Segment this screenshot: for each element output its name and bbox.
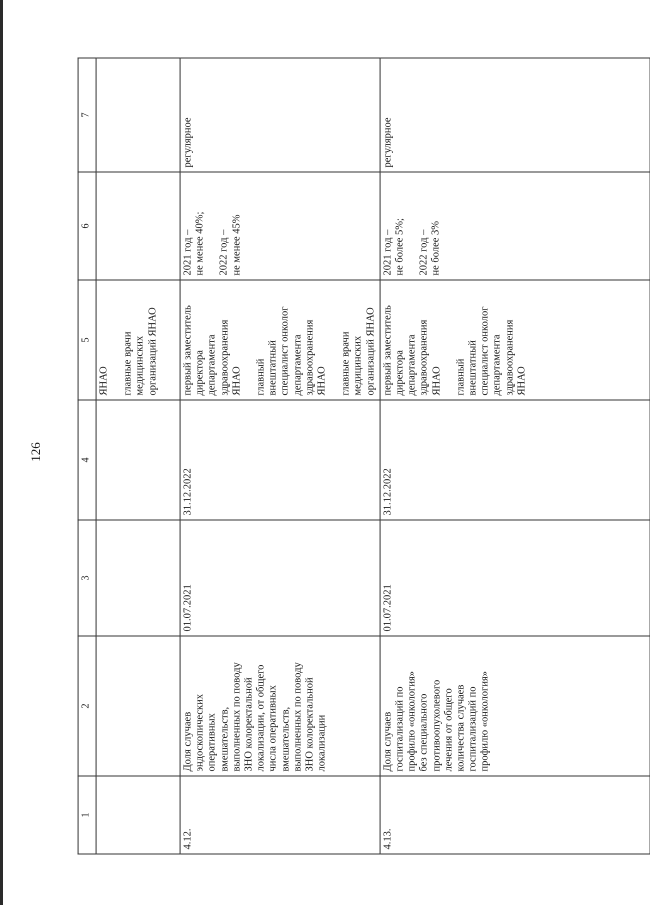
text-line: ЯНАО (231, 366, 243, 396)
text-line: департамента (206, 334, 218, 396)
text-line: не менее 40%; (194, 211, 206, 276)
text-line: Доля случаев (382, 711, 394, 772)
frequency-cell: регулярное (180, 58, 380, 172)
text-line: главные врачи (122, 331, 134, 396)
header-row (78, 58, 96, 854)
line-gap (443, 285, 455, 396)
text-line: 2022 год – (218, 229, 230, 276)
text-line: ЗНО колоректальной (243, 677, 255, 772)
text-line: ЯНАО (431, 366, 443, 396)
text-line: 2021 год – (182, 229, 194, 276)
column-header: 1 (78, 776, 96, 854)
text-line: профилю «онкология» (480, 670, 492, 772)
text-line: главный (255, 358, 267, 396)
frequency-cell: регулярное (380, 58, 650, 172)
text-line: внештатный (267, 340, 279, 396)
column-header: 6 (78, 172, 96, 280)
text-line: Доля случаев (182, 711, 194, 772)
text-line: локализации (316, 714, 328, 772)
text-line: главный (455, 358, 467, 396)
table-cell (96, 172, 180, 280)
line-gap (244, 285, 256, 396)
column-header: 4 (78, 400, 96, 520)
table-cell (96, 400, 180, 520)
text-line: организаций ЯНАО (147, 307, 159, 396)
text-line: департамента (292, 334, 304, 396)
text-line: специалист онколог (479, 306, 491, 396)
responsible-cell (180, 280, 380, 400)
text-line: противоопухолевого (431, 679, 443, 772)
text-line: ЯНАО (516, 366, 528, 396)
row-number: 4.12. (180, 776, 380, 854)
text-line: директора (194, 350, 206, 396)
text-line: локализации, от общего (255, 664, 267, 772)
start-date: 01.07.2021 (180, 520, 380, 636)
table-cell (96, 776, 180, 854)
start-date: 01.07.2021 (380, 520, 650, 636)
indicator-cell (380, 636, 650, 776)
text-line: 2022 год – (418, 229, 430, 276)
end-date: 31.12.2022 (380, 400, 650, 520)
text-line: выполненных по поводу (231, 662, 243, 772)
line-gap (111, 285, 123, 396)
text-line: главные врачи (340, 331, 352, 396)
end-date: 31.12.2022 (180, 400, 380, 520)
line-gap (407, 177, 419, 276)
text-line: не менее 45% (231, 214, 243, 276)
column-header: 5 (78, 280, 96, 400)
text-line: профилю «онкология» (406, 670, 418, 772)
text-line: здравоохранения (219, 319, 231, 396)
text-line: департамента (406, 334, 418, 396)
text-line: здравоохранения (419, 319, 431, 396)
text-line: специалист онколог (280, 306, 291, 396)
text-line: директора (394, 350, 406, 396)
text-line: первый заместитель (182, 305, 194, 396)
page-edge (0, 0, 3, 905)
table-row (380, 58, 650, 854)
table-cell (96, 58, 180, 172)
text-line: без специального (419, 693, 431, 772)
indicator-cell (180, 636, 380, 776)
column-header: 3 (78, 520, 96, 636)
text-line: здравоохранения (504, 319, 516, 396)
text-line: не более 5%; (394, 218, 406, 276)
text-line: количества случаев (455, 684, 467, 772)
text-line: внештатный (467, 340, 479, 396)
table-cell (96, 636, 180, 776)
text-line: вмешательств, (219, 706, 231, 772)
table-cell (96, 520, 180, 636)
text-line: госпитализаций по (394, 686, 406, 772)
text-line: ЯНАО (316, 366, 328, 396)
column-header: 7 (78, 58, 96, 172)
text-line: медицинских (134, 335, 146, 396)
text-line: выполненных по поводу (292, 662, 304, 772)
text-line: 2021 год – (382, 229, 394, 276)
column-header: 2 (78, 636, 96, 776)
text-line: числа оперативных (268, 685, 279, 772)
text-line: госпитализаций по (467, 686, 479, 772)
target-value-cell (380, 172, 650, 280)
responsible-cell (380, 280, 650, 400)
text-line: первый заместитель (382, 305, 394, 396)
text-line: департамента (492, 334, 504, 396)
line-gap (329, 285, 341, 396)
text-line: оперативных (206, 713, 218, 772)
text-line: не более 3% (431, 220, 443, 276)
text-line: ЯНАО (98, 366, 110, 396)
target-value-cell (180, 172, 380, 280)
row-number: 4.13. (380, 776, 650, 854)
text-line: вмешательств, (280, 706, 292, 772)
text-line: ЗНО колоректальной (304, 677, 316, 772)
table-row (180, 58, 380, 854)
text-line: эндоскопических (194, 693, 206, 772)
measures-table (78, 58, 650, 855)
text-line: здравоохранения (304, 319, 316, 396)
text-line: медицинских (353, 335, 365, 396)
page-number: 126 (28, 442, 43, 462)
responsible-cell (96, 280, 180, 400)
continuation-row (96, 58, 180, 854)
line-gap (207, 177, 219, 276)
table-container (80, 58, 633, 854)
text-line: лечения от общего (443, 688, 455, 772)
text-line: организаций ЯНАО (365, 307, 377, 396)
